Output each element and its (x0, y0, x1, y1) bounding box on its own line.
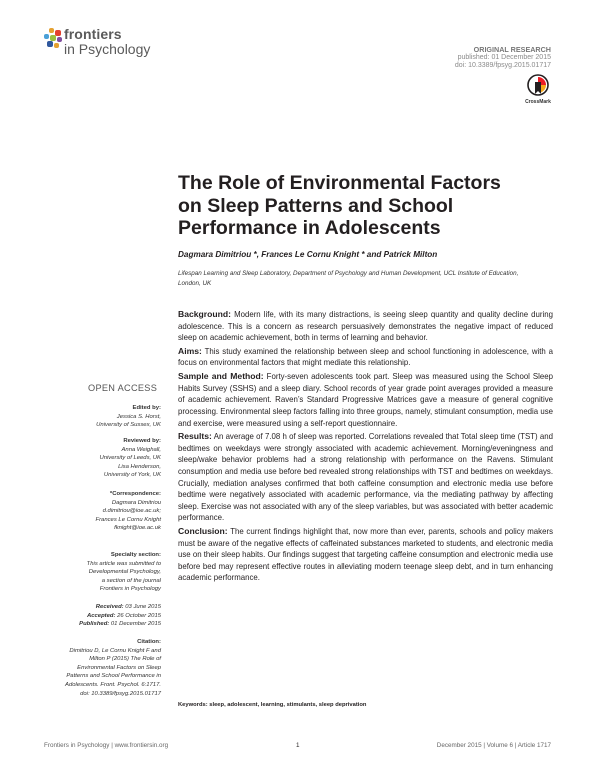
citation-label: Citation: (137, 639, 161, 645)
citation-line: Adolescents. Front. Psychol. 6:1717. (65, 681, 161, 688)
published-label: Published: (79, 621, 110, 628)
citation-line: Milton P (2015) The Role of (89, 656, 161, 663)
specialty-label: Specialty section: (110, 552, 161, 558)
keywords: Keywords: sleep, adolescent, learning, stimulants, sleep deprivation (178, 702, 367, 708)
open-access-label: OPEN ACCESS (88, 383, 158, 393)
correspondence-email[interactable]: fknight@ioe.ac.uk (114, 525, 161, 532)
correspondence-name: Dagmara Dimitriou (111, 499, 161, 506)
journal-name-line2: in Psychology (64, 41, 151, 57)
doi[interactable]: doi: 10.3389/fpsyg.2015.01717 (454, 62, 551, 69)
reviewed-by-label: Reviewed by: (123, 438, 161, 444)
correspondence-name: Frances Le Cornu Knight (95, 516, 161, 523)
author-list: Dagmara Dimitriou *, Frances Le Cornu Knight * and Patrick Milton (178, 250, 438, 259)
footer-issue: December 2015 | Volume 6 | Article 1717 (436, 742, 551, 749)
published-date: published: 01 December 2015 (457, 54, 551, 61)
background-text: Modern life, with its many distractions, is seeing sleep quantity and quality decline during adolescence. This is a concern as research persuasively demonstrates the negative impact of reduced sleep on academic achievement, both in terms of learning and behavior. (178, 310, 553, 343)
correspondence-block (96, 490, 162, 533)
accepted-label: Accepted: (86, 612, 116, 619)
sample-text: Forty-seven adolescents took part. Sleep was measured using the School Sleep Habits Survey (SSHS) and a sleep diary. School records of year grade point averages provided a measure of academic achievement. Raven’s Standard Progressive Matrices gave a measure of general cognitive processing. Environmental sleep factors falling into three groups, namely, stimulant consumption, media use and exercise, were measured using a self-report questionnaire. (178, 372, 553, 428)
reviewer-affiliation: University of Leeds, UK (99, 455, 161, 462)
article-type: ORIGINAL RESEARCH (473, 45, 551, 54)
affiliation-line: Lifespan Learning and Sleep Laboratory, Department of Psychology and Human Development, UCL Institute of Education, (178, 270, 519, 277)
page-number: 1 (296, 742, 300, 749)
aims-label: Aims: (178, 345, 202, 356)
citation-line: Environmental Factors on Sleep (77, 664, 161, 671)
frontiers-logo-icon (44, 28, 64, 50)
accepted-date: 26 October 2015 (117, 612, 161, 619)
results-label: Results: (178, 431, 212, 442)
received-label: Received: (95, 604, 124, 610)
sample-label: Sample and Method: (178, 371, 264, 382)
title-line: The Role of Environmental Factors (178, 172, 501, 194)
title-line: Performance in Adolescents (178, 217, 441, 239)
reviewed-by-block (99, 437, 161, 480)
abstract-results (178, 431, 553, 523)
abstract-aims (178, 346, 553, 369)
citation-line: Patterns and School Performance in (66, 673, 161, 680)
conclusion-label: Conclusion: (178, 526, 228, 537)
background-label: Background: (178, 309, 231, 319)
edited-by-label: Edited by: (132, 405, 161, 411)
reviewer-name: Anna Weighall, (121, 446, 161, 453)
abstract (178, 309, 553, 586)
abstract-background (178, 309, 553, 344)
aims-text: This study examined the relationship between sleep and school functioning in adolescence, with a focus on environmental factors that might mediate this relationship. (178, 346, 554, 368)
reviewer-name: Lisa Henderson, (118, 463, 161, 470)
correspondence-email[interactable]: d.dimitriou@ioe.ac.uk; (102, 508, 161, 515)
specialty-block (87, 551, 161, 594)
crossmark-label: CrossMark (525, 99, 551, 105)
footer-journal: Frontiers in Psychology | www.frontiersin.org (44, 742, 169, 749)
reviewer-affiliation: University of York, UK (103, 472, 161, 479)
affiliation (178, 269, 558, 289)
dates-block (79, 603, 161, 629)
specialty-line: Developmental Psychology, (88, 569, 161, 576)
affiliation-line: London, UK (178, 280, 212, 287)
edited-by-block (96, 404, 161, 430)
editor-name: Jessica S. Horst, (116, 413, 161, 420)
crossmark-icon[interactable] (526, 74, 550, 102)
citation-block (65, 638, 161, 698)
correspondence-label: *Correspondence: (109, 491, 161, 497)
received-date: 03 June 2015 (125, 604, 161, 610)
title-line: on Sleep Patterns and School (178, 194, 454, 217)
abstract-sample (178, 371, 553, 429)
citation-line: Dimitriou D, Le Cornu Knight F and (69, 647, 161, 654)
journal-name-line1: frontiers (64, 26, 122, 42)
article-title (178, 172, 558, 240)
specialty-line: This article was submitted to (86, 560, 161, 567)
specialty-line: Frontiers in Psychology (99, 586, 161, 593)
specialty-line: a section of the journal (101, 577, 161, 584)
conclusion-text: The current findings highlight that, now more than ever, parents, schools and policy makers must be aware of the negative effects of caffeinated substances marketed to students, and electronic media use on their sleep habits. Our findings suggest that targeting caffeine consumption and electronic media use before bed may represent effective routes in alleviating modern teenage sleep debt, and in turn enhancing academic performance. (178, 527, 553, 583)
results-text: An average of 7.08 h of sleep was reported. Correlations revealed that Total sleep time (TST) and bedtimes on weekdays were strongly associated with academic achievement. Morning/eveningness and sleep/wake behavior problems had a strong relationship with performance on the Ravens. Stimulant consumption and media use before bed revealed strong relationships with TST and bedtimes on weekdays. Crucially, mediation analyses confirmed that both caffeine consumption and electronic media use before bedtime were negatively associated with academic performance, via the mediating pathway by affecting sleep. Exercise was not associated with any of the sleep variables, but was associated with better academic performance. (178, 432, 553, 523)
published-date-side: 01 December 2015 (110, 621, 161, 628)
citation-doi[interactable]: doi: 10.3389/fpsyg.2015.01717 (80, 690, 161, 697)
abstract-conclusion (178, 526, 553, 584)
editor-affiliation: University of Sussex, UK (96, 422, 161, 429)
